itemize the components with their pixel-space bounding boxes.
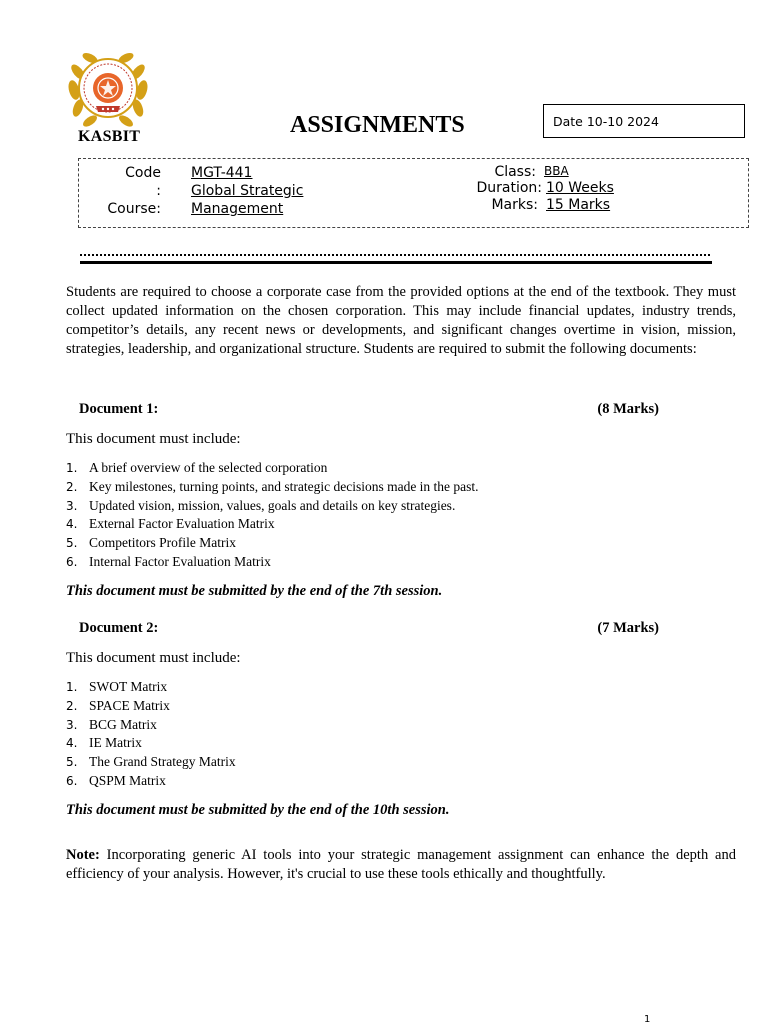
list-item [66,497,479,516]
list-item [66,478,479,497]
list-number: 4. [66,736,78,751]
document-1-list [66,459,479,572]
document-2-list [66,678,236,791]
note-text: Incorporating generic AI tools into your strategic management assignment can enhance the depth and efficiency of your analysis. However, it's crucial to use these tools ethically and thoughtfully. [66,847,736,882]
list-item [66,534,479,553]
document-1-marks: (8 Marks) [597,401,659,417]
note-paragraph [66,846,736,884]
list-item [66,553,479,572]
list-item [66,772,236,791]
list-text: BCG Matrix [89,716,157,732]
list-text: External Factor Evaluation Matrix [89,516,275,532]
code-value: MGT-441 [191,165,253,181]
document-2-marks: (7 Marks) [597,620,659,636]
list-item [66,716,236,735]
page-title: ASSIGNMENTS [290,112,465,138]
list-text: The Grand Strategy Matrix [89,754,236,770]
list-item [66,515,479,534]
laurel-seal-icon [62,46,154,132]
document-2-deadline: This document must be submitted by the end of the 10th session. [66,802,450,818]
list-text: SPACE Matrix [89,697,170,713]
list-number: 6. [66,554,78,569]
list-item [66,459,479,478]
logo-emblem [62,46,154,132]
code-label: Code [125,165,161,181]
class-value: BBA [544,164,569,178]
marks-value: 15 Marks [546,197,611,213]
list-item [66,753,236,772]
list-text: Competitors Profile Matrix [89,535,236,551]
document-2-intro: This document must include: [66,650,241,666]
marks-label: Marks: [491,197,538,213]
document-1-title: Document 1: [79,401,159,417]
course-value-line2: Management [191,201,284,217]
list-item [66,734,236,753]
document-1-deadline: This document must be submitted by the end of the 7th session. [66,583,443,599]
course-info-box [78,158,749,228]
logo-text: KASBIT [78,128,141,145]
list-text: QSPM Matrix [89,772,166,788]
list-number: 2. [66,698,78,713]
list-text: SWOT Matrix [89,679,168,694]
list-number: 1. [66,461,78,475]
list-text: IE Matrix [89,735,142,751]
list-number: 4. [66,517,78,532]
code-colon: : [156,183,161,199]
note-label: Note: [66,847,100,863]
list-text: A brief overview of the selected corporation [89,460,328,475]
list-number: 3. [66,498,78,513]
intro-paragraph: Students are required to choose a corporate case from the provided options at the end of the textbook. They must collect updated information on the chosen corporation. This may include financial updates, industry trends, competitor’s details, any recent news or developments, and significant changes overtime in vision, mission, strategies, leadership, and organizational structure. Students are required to submit the following documents: [66,284,736,357]
list-number: 5. [66,755,78,770]
list-number: 6. [66,773,78,788]
list-text: Key milestones, turning points, and strategic decisions made in the past. [89,478,479,494]
list-number: 2. [66,479,78,494]
duration-value: 10 Weeks [546,180,614,196]
list-number: 3. [66,717,78,732]
document-2-title: Document 2: [79,620,159,636]
duration-label: Duration: [476,180,542,196]
course-value-line1: Global Strategic [191,183,304,199]
list-text: Internal Factor Evaluation Matrix [89,553,271,569]
list-text: Updated vision, mission, values, goals and details on key strategies. [89,497,456,513]
dotted-divider [80,254,710,256]
class-label: Class: [494,164,536,180]
document-2-heading [79,620,659,637]
document-1-intro: This document must include: [66,431,241,447]
course-label: Course: [107,201,161,217]
solid-divider [80,261,712,264]
page-number: 1 [644,1014,651,1025]
list-number: 5. [66,536,78,551]
list-item [66,678,236,697]
date-box [543,104,745,138]
list-item [66,697,236,716]
date-text: Date 10-10 2024 [553,114,659,129]
list-number: 1. [66,680,78,694]
document-1-heading [79,401,659,418]
